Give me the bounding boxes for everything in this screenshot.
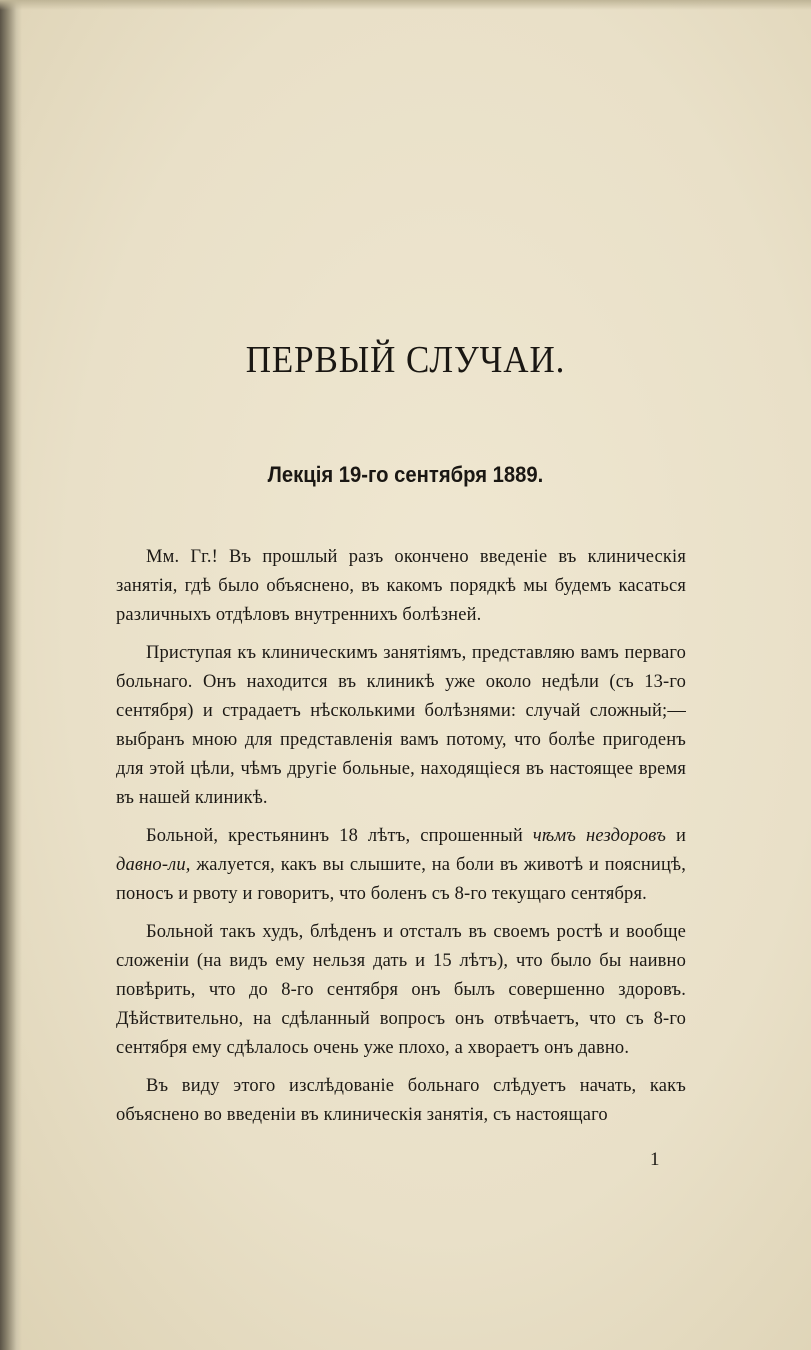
paragraph-4: Больной такъ худъ, блѣденъ и отсталъ въ своемъ ростѣ и вообще сложеніи (на видъ ему нельзя дать и 15 лѣтъ), что было бы наивно повѣрить, что до 8-го сентября онъ былъ совершенно здоровъ. Дѣйствительно, на сдѣланный вопросъ онъ отвѣчаетъ, что съ 8-го сентября ему сдѣлалось очень уже плохо, а хвораетъ онъ давно. [116, 922, 686, 1058]
page-number: 1 [650, 1149, 660, 1170]
top-edge-shadow [0, 0, 811, 10]
paragraph-3-part-3: жалуется, какъ вы слышите, на боли въ животѣ и поясницѣ, поносъ и рвоту и говоритъ, что боленъ съ 8-го текущаго сентября. [116, 855, 686, 904]
paragraph-3-part-1: Больной, крестьянинъ 18 лѣтъ, спрошенный [146, 826, 533, 846]
body-text [116, 543, 686, 1130]
paragraph-3 [116, 822, 686, 909]
binding-shadow [0, 0, 22, 1350]
paragraph-3-italic-2: давно-ли, [116, 855, 191, 875]
paragraph-5: Въ виду этого изслѣдованіе больнаго слѣдуетъ начать, какъ объяснено во введеніи въ клиническія занятія, съ настоящаго [116, 1076, 686, 1125]
paragraph-1: Мм. Гг.! Въ прошлый разъ окончено введеніе въ клиническія занятія, гдѣ было объяснено, въ какомъ порядкѣ мы будемъ касаться различныхъ отдѣловъ внутреннихъ болѣзней. [116, 547, 686, 625]
paragraph-3-part-2: и [665, 826, 686, 846]
paragraph-3-italic-1: чѣмъ нездоровъ [532, 826, 666, 846]
lecture-subtitle: Лекція 19-го сентября 1889. [267, 462, 544, 487]
paragraph-2: Приступая къ клиническимъ занятіямъ, представляю вамъ перваго больнаго. Онъ находится въ клиникѣ уже около недѣли (съ 13-го сентября) и страдаетъ нѣсколькими болѣзнями: случай сложный;—выбранъ мною для представленія вамъ потому, что болѣе пригоденъ для этой цѣли, чѣмъ другіе больные, находящіеся въ настоящее время въ нашей клиникѣ. [116, 643, 686, 808]
chapter-title: ПЕРВЫЙ СЛУЧАИ. [245, 339, 566, 381]
